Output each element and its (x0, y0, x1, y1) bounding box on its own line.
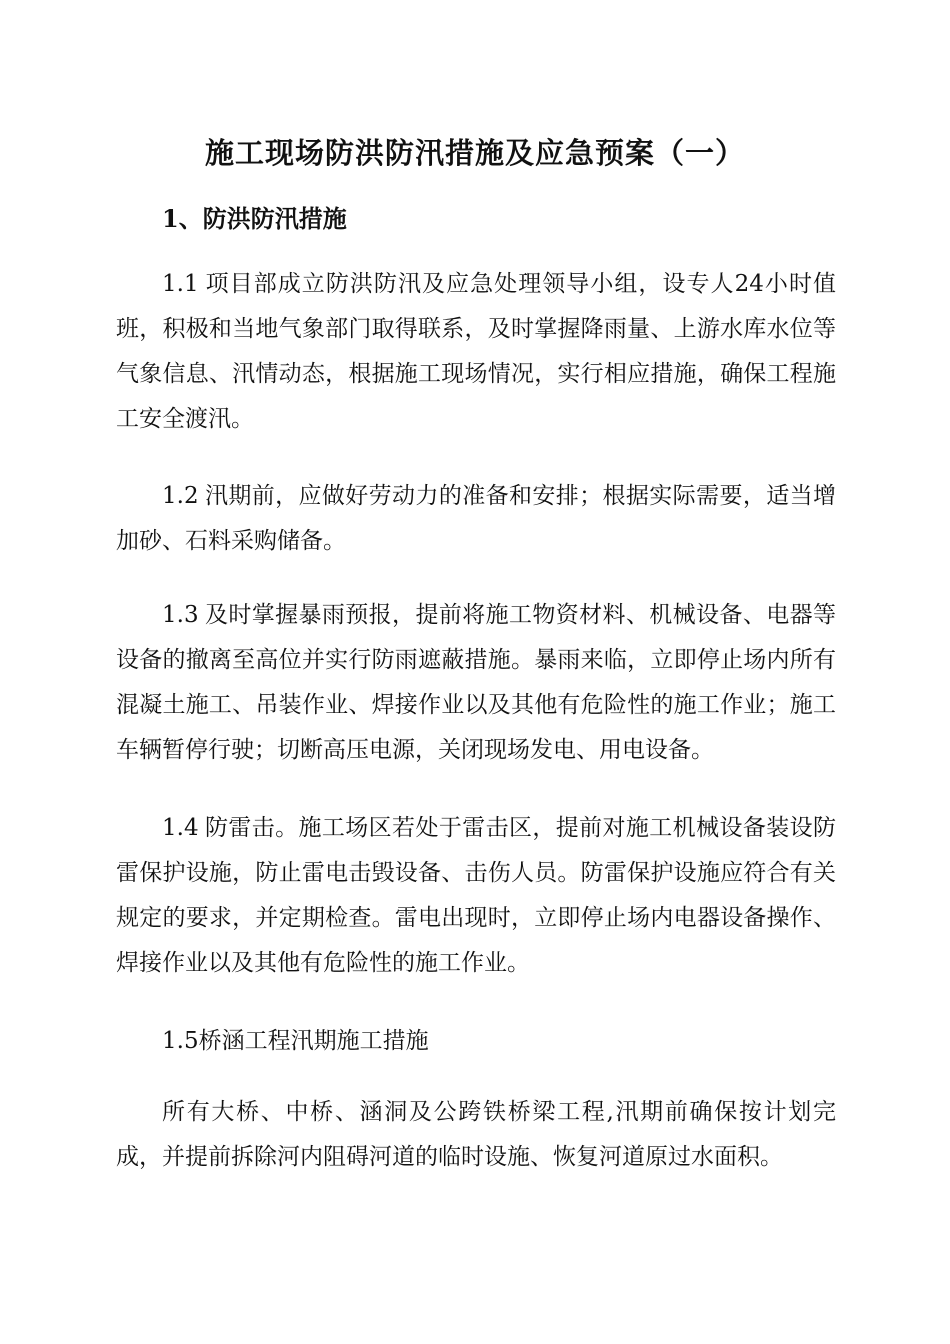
paragraph-text: 项目部成立防洪防汛及应急处理领导小组，设专人24小时值班，积极和当地气象部门取得联系，及时掌握降雨量、上游水库水位等气象信息、汛情动态，根据施工现场情况，实行相应措施，确保工程施工安全渡汛。 (116, 271, 836, 432)
paragraph-text: 桥涵工程汛期施工措施 (198, 1028, 429, 1054)
paragraph-number: 1.3 (162, 602, 199, 628)
paragraph-number: 1.4 (162, 815, 199, 841)
paragraph-1-3 (116, 593, 836, 773)
paragraph-bridge-measures (116, 1090, 836, 1180)
paragraph-text: 所有大桥、中桥、涵洞及公跨铁桥梁工程,汛期前确保按计划完成，并提前拆除河内阻碍河道的临时设施、恢复河道原过水面积。 (116, 1099, 836, 1170)
paragraph-number: 1.5 (162, 1028, 199, 1054)
paragraph-1-5 (116, 1019, 836, 1064)
paragraph-text: 及时掌握暴雨预报，提前将施工物资材料、机械设备、电器等设备的撤离至高位并实行防雨遮蔽措施。暴雨来临，立即停止场内所有混凝土施工、吊装作业、焊接作业以及其他有危险性的施工作业；施工车辆暂停行驶；切断高压电源，关闭现场发电、用电设备。 (116, 602, 836, 763)
document-title: 施工现场防洪防汛措施及应急预案（一） (204, 136, 745, 170)
section-heading: 1、防洪防汛措施 (162, 204, 347, 233)
paragraph-1-4 (116, 806, 836, 986)
paragraph-text: 汛期前，应做好劳动力的准备和安排；根据实际需要，适当增加砂、石料采购储备。 (116, 483, 836, 554)
paragraph-number: 1.2 (162, 483, 199, 509)
paragraph-1-1 (116, 262, 836, 442)
paragraph-number: 1.1 (162, 271, 199, 297)
paragraph-1-2 (116, 474, 836, 564)
paragraph-text: 防雷击。施工场区若处于雷击区，提前对施工机械设备装设防雷保护设施，防止雷电击毁设备、击伤人员。防雷保护设施应符合有关规定的要求，并定期检查。雷电出现时，立即停止场内电器设备操作、焊接作业以及其他有危险性的施工作业。 (116, 815, 836, 976)
